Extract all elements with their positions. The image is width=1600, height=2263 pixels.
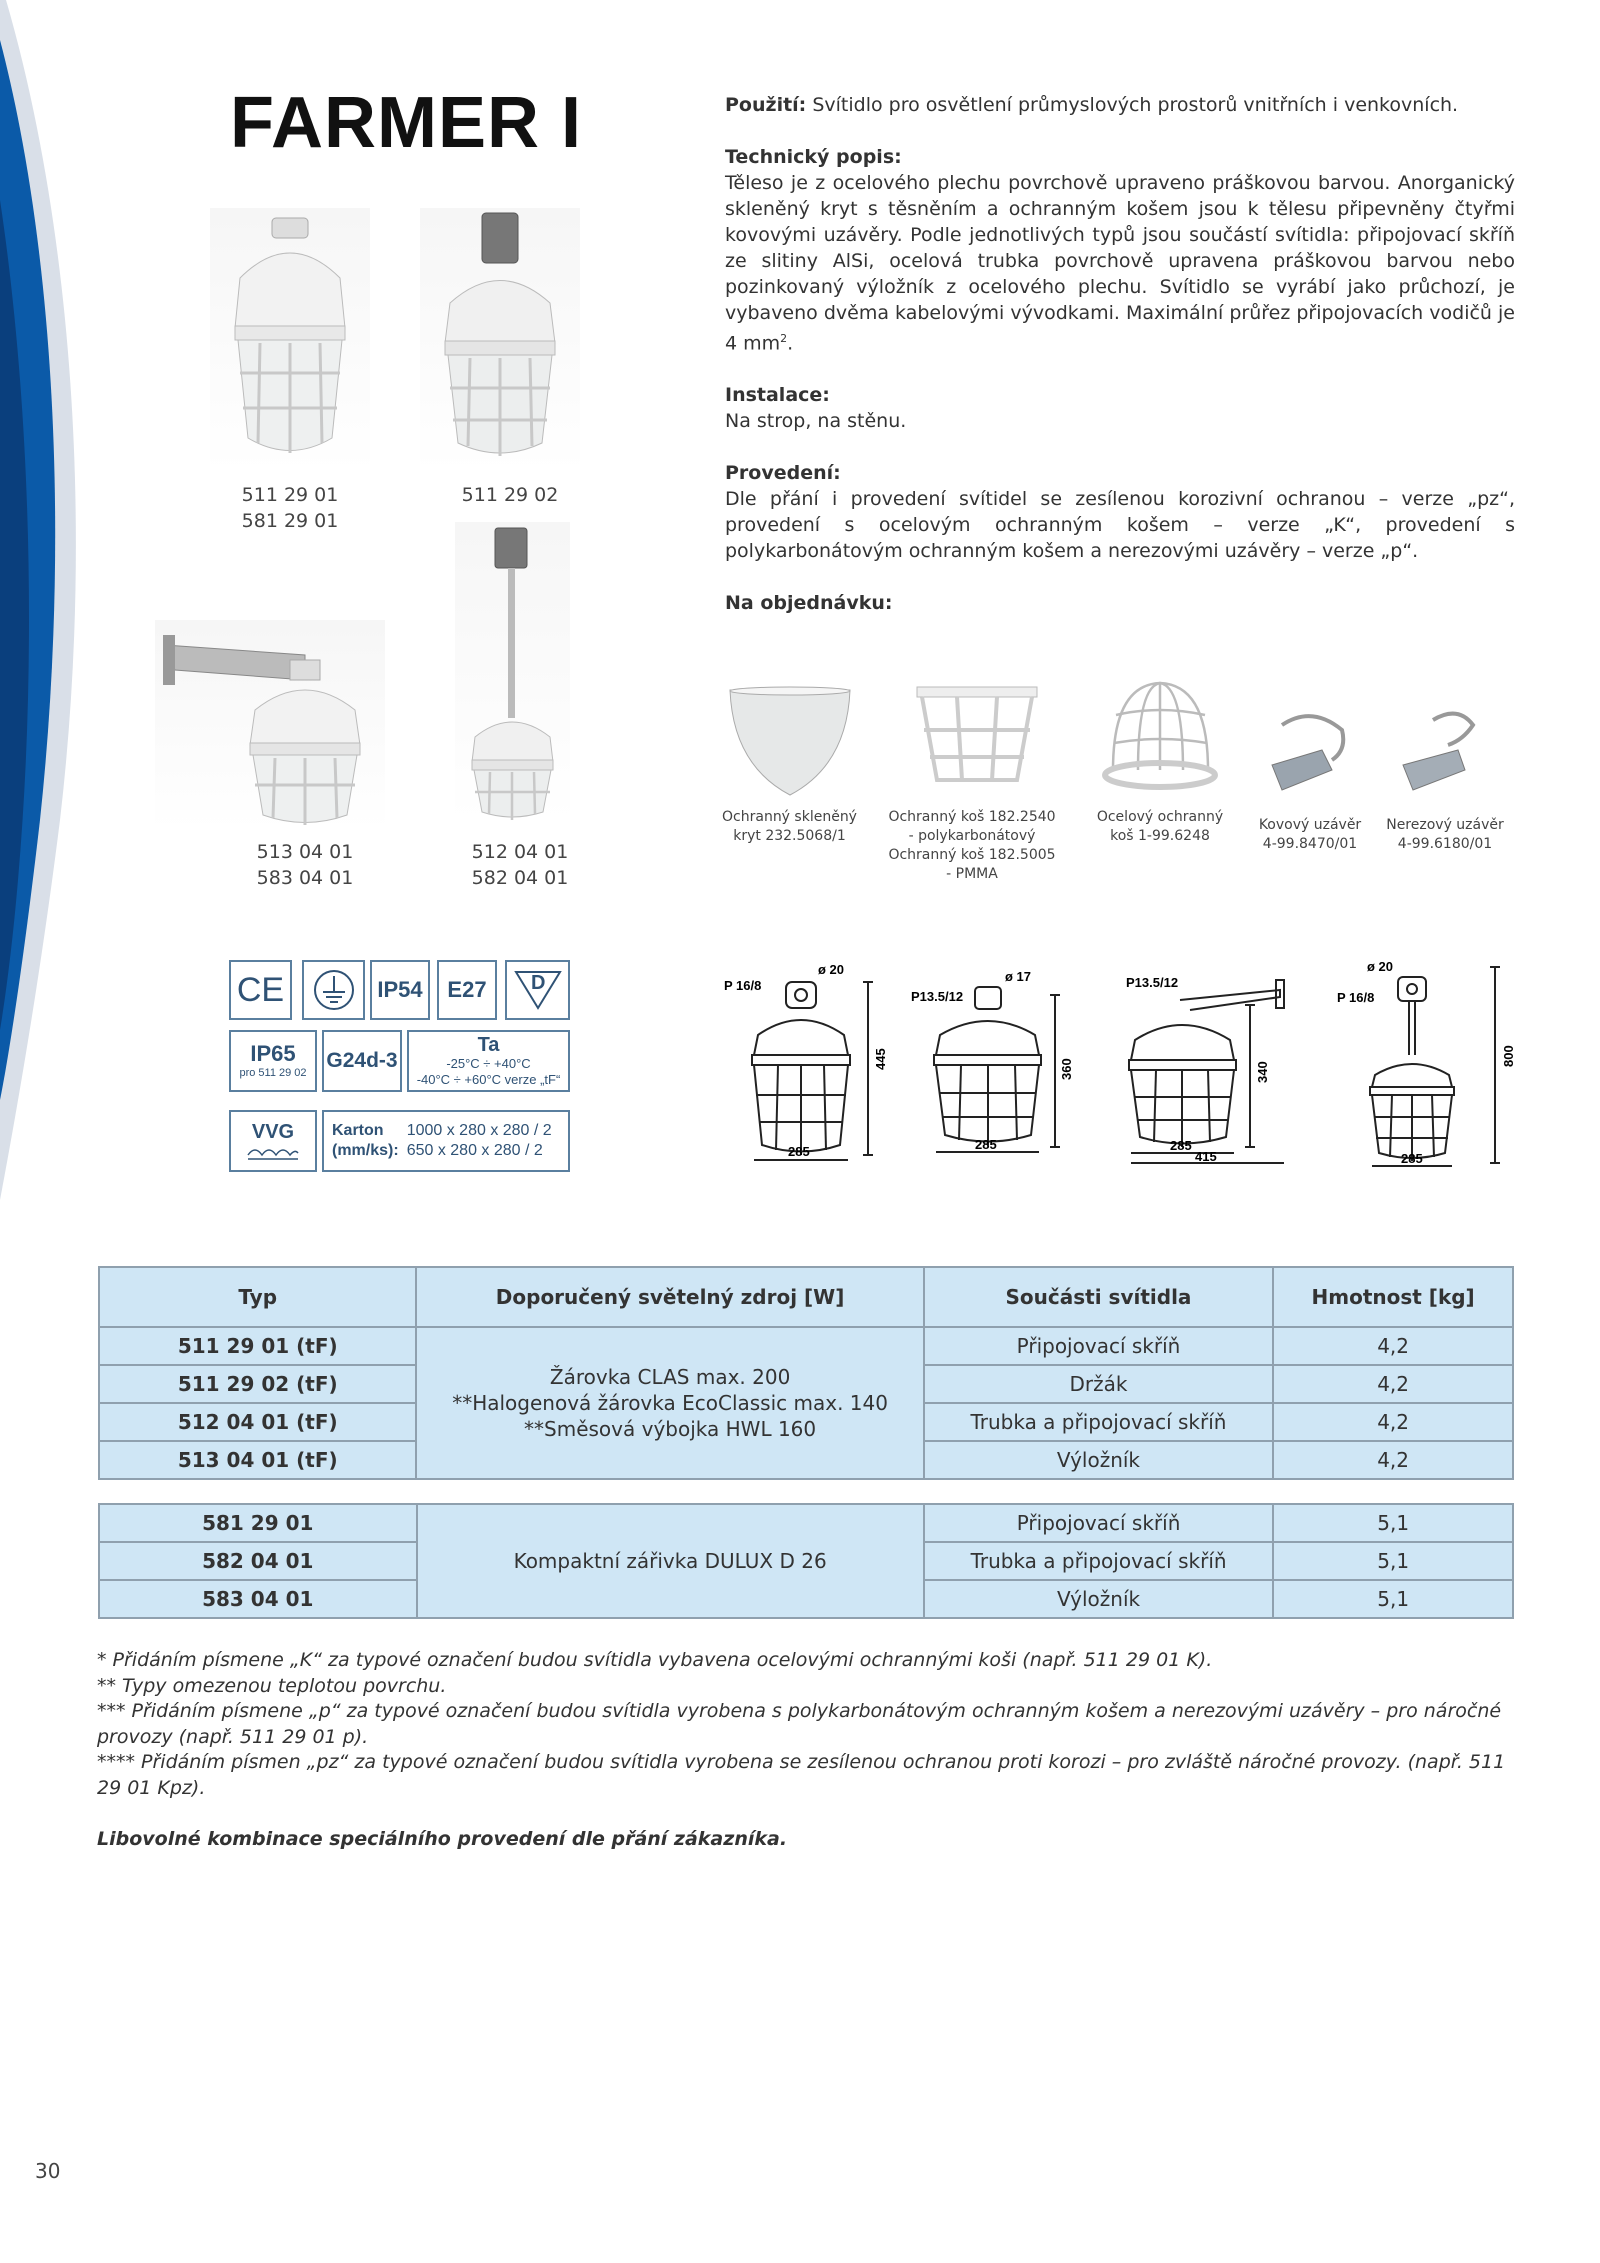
product-photo-511-29-02: [420, 208, 580, 473]
mass-cell: 5,1: [1273, 1504, 1513, 1542]
column-header-components: Součásti svítidla: [924, 1267, 1274, 1327]
install-text: Na strop, na stěnu.: [725, 410, 907, 433]
product-code: 512 04 01: [471, 841, 569, 863]
type-cell: 583 04 01: [99, 1580, 417, 1618]
product-photo-513-04-01: [155, 620, 385, 830]
drawing-width-label: 285: [788, 1144, 810, 1159]
karton-dimensions: 650 x 280 x 280 / 2: [406, 1142, 543, 1159]
vvg-label: VVG: [251, 1121, 295, 1143]
product-code: 511 29 02: [461, 484, 559, 506]
install-heading: Instalace:: [725, 384, 830, 407]
mass-cell: 4,2: [1273, 1441, 1513, 1479]
karton-unit: (mm/ks):: [332, 1142, 399, 1159]
type-cell: 582 04 01: [99, 1542, 417, 1580]
g24d-3-badge: G24d-3: [322, 1030, 402, 1092]
spec-table-1: [98, 1266, 1514, 1480]
type-cell: 511 29 02 (tF): [99, 1365, 416, 1403]
drawing-height-label: 360: [1059, 1058, 1074, 1080]
d-mark-letter: D: [531, 972, 546, 994]
footnote: * Přidáním písmene „K“ za typové označení budou svítidla vybavena ocelovými ochrannými koši (např. 511 29 01 K).: [97, 1649, 1213, 1671]
drawing-width-label: 285: [1170, 1138, 1192, 1153]
karton-dimensions: 1000 x 280 x 280 / 2: [406, 1122, 552, 1139]
accessory-label-line: 4-99.6180/01: [1397, 836, 1493, 852]
ip65-sublabel: pro 511 29 02: [239, 1067, 307, 1079]
drawing-thread-label: P 16/8: [724, 978, 762, 993]
ambient-temp-badge: [407, 1030, 570, 1092]
accessory-label-line: Ochranný koš 182.5005: [888, 847, 1056, 863]
drawing-diameter-label: ø 20: [818, 962, 845, 977]
component-cell: Připojovací skříň: [924, 1504, 1274, 1542]
column-header-mass: Hmotnost [kg]: [1273, 1267, 1513, 1327]
type-cell: 513 04 01 (tF): [99, 1441, 416, 1479]
e27-badge: E27: [437, 960, 497, 1020]
d-mark-icon: [505, 960, 570, 1020]
drawing-thread-label: P 16/8: [1337, 990, 1375, 1005]
accessory-label: [1085, 808, 1235, 846]
column-header-light-source: Doporučený světelný zdroj [W]: [416, 1267, 923, 1327]
drawing-width-label: 415: [1195, 1149, 1217, 1164]
protective-earth-icon: [302, 960, 365, 1020]
left-decorative-swoosh: [0, 0, 120, 1400]
order-heading: Na objednávku:: [725, 592, 893, 615]
component-cell: Držák: [924, 1365, 1274, 1403]
ip65-label: IP65: [250, 1041, 296, 1066]
karton-badge: [322, 1110, 570, 1172]
drawing-thread-label: P13.5/12: [1126, 975, 1179, 990]
table-row: [99, 1327, 1513, 1365]
accessory-stainless-latch-image: [1393, 710, 1488, 800]
type-cell: 512 04 01 (tF): [99, 1403, 416, 1441]
accessory-label-line: - PMMA: [946, 866, 998, 882]
variant-text: Dle přání i provedení svítidel se zesílenou korozivní ochranou – verze „pz“, provedení s ocelovým ochranným košem – verze „K“, provedení s polykarbonátovým ochranným košem a nerezovými uzávěry – verze „p“.: [725, 488, 1515, 563]
page-number: 30: [35, 2159, 61, 2183]
product-code-group: [215, 839, 395, 891]
ta-range-line: -25°C ÷ +40°C: [446, 1056, 531, 1071]
accessory-label-line: Ochranný skleněný: [722, 809, 857, 825]
description-block: [725, 92, 1515, 616]
type-cell: 581 29 01: [99, 1504, 417, 1542]
product-code-group: [430, 839, 610, 891]
tech-paragraph: [725, 170, 1515, 356]
variant-heading: Provedení:: [725, 462, 841, 485]
page-title: FARMER I: [230, 83, 583, 163]
accessory-label-line: Nerezový uzávěr: [1386, 817, 1504, 833]
spec-table-2: [98, 1503, 1514, 1619]
product-code: 581 29 01: [241, 510, 339, 532]
ip65-badge: [229, 1030, 317, 1092]
tech-superscript: 2: [780, 332, 788, 345]
use-text: Svítidlo pro osvětlení průmyslových prostorů vnitřních i venkovních.: [806, 94, 1459, 116]
accessory-glass-cover-image: [725, 685, 855, 805]
tech-heading: Technický popis:: [725, 146, 902, 168]
mass-cell: 4,2: [1273, 1403, 1513, 1441]
accessory-label-line: Ocelový ochranný: [1096, 809, 1224, 825]
drawing-height-label: 800: [1501, 1045, 1516, 1067]
component-cell: Výložník: [924, 1580, 1274, 1618]
drawing-diameter-label: ø 20: [1367, 959, 1394, 974]
product-code: 582 04 01: [471, 867, 569, 889]
technical-drawing-4: [1335, 955, 1525, 1170]
product-code: 513 04 01: [256, 841, 354, 863]
accessory-label: [882, 808, 1062, 884]
technical-drawing-2: [905, 965, 1080, 1165]
product-photo-512-04-01: [455, 522, 570, 822]
footnotes: [97, 1648, 1515, 1853]
mass-cell: 4,2: [1273, 1327, 1513, 1365]
accessory-label-line: 4-99.8470/01: [1262, 836, 1358, 852]
accessory-polycarbonate-cage-image: [912, 685, 1042, 795]
component-cell: Výložník: [924, 1441, 1274, 1479]
drawing-height-label: 445: [873, 1048, 888, 1070]
light-source-line: **Halogenová žárovka EcoClassic max. 140: [452, 1391, 888, 1415]
footnote: ** Typy omezenou teplotou povrchu.: [97, 1674, 447, 1697]
product-code-group: [420, 482, 600, 508]
light-source-line: **Směsová výbojka HWL 160: [524, 1417, 817, 1441]
light-source-line: Žárovka CLAS max. 200: [549, 1365, 791, 1389]
custom-combination-note: Libovolné kombinace speciálního provedení dle přání zákazníka.: [97, 1828, 788, 1850]
accessory-label: [712, 808, 867, 846]
table-row: [99, 1504, 1513, 1542]
light-source-cell: Kompaktní zářivka DULUX D 26: [417, 1504, 924, 1618]
ip54-badge: IP54: [370, 960, 430, 1020]
mass-cell: 4,2: [1273, 1365, 1513, 1403]
ce-mark-icon: CE: [229, 960, 292, 1020]
accessory-label: [1240, 816, 1380, 854]
tech-end: .: [787, 332, 794, 355]
component-cell: Připojovací skříň: [924, 1327, 1274, 1365]
accessory-label: [1375, 816, 1515, 854]
accessory-label-line: Ochranný koš 182.2540: [888, 809, 1056, 825]
product-code: 511 29 01: [241, 484, 339, 506]
accessory-label-line: kryt 232.5068/1: [733, 828, 846, 844]
type-cell: 511 29 01 (tF): [99, 1327, 416, 1365]
drawing-width-label: 285: [975, 1137, 997, 1152]
table-header-row: [99, 1267, 1513, 1327]
drawing-diameter-label: ø 17: [1005, 969, 1032, 984]
column-header-type: Typ: [99, 1267, 416, 1327]
component-cell: Trubka a připojovací skříň: [924, 1542, 1274, 1580]
technical-drawing-3: [1120, 965, 1305, 1170]
ta-label: Ta: [477, 1034, 500, 1056]
drawing-width-label: 285: [1401, 1151, 1423, 1166]
accessory-label-line: Kovový uzávěr: [1258, 817, 1362, 833]
flammable-surface-icon: [246, 1143, 300, 1161]
component-cell: Trubka a připojovací skříň: [924, 1403, 1274, 1441]
tech-text: Těleso je z ocelového plechu povrchově upraveno práškovou barvou. Anorganický skleněný kryt s těsněním a ochranným košem jsou k tělesu připevněny čtyřmi kovovými uzávěry. Podle jednotlivých typů jsou součástí svítidla: připojovací skříň ze slitiny AlSi, ocelová trubka povrchově upravena práškovou barvou nebo pozinkovaný výložník z ocelového plechu. Svítidlo se vyrábí jako průchozí, je vybaveno dvěma kabelovými vývodkami. Maximální průřez připojovacích vodičů je 4 mm: [725, 172, 1515, 355]
footnote: *** Přidáním písmene „p“ za typové označení budou svítidla vyrobena s polykarbonátovým ochranným košem a nerezovými uzávěry – pro náročné provozy (např. 511 29 01 p).: [97, 1700, 1502, 1748]
accessory-metal-latch-image: [1262, 710, 1357, 800]
accessory-steel-cage-image: [1098, 675, 1223, 795]
mass-cell: 5,1: [1273, 1580, 1513, 1618]
use-paragraph: [725, 92, 1515, 118]
product-photo-511-29-01: [210, 208, 370, 473]
product-code: 583 04 01: [256, 867, 354, 889]
drawing-thread-label: P13.5/12: [911, 989, 964, 1004]
karton-label: Karton: [332, 1122, 384, 1139]
karton-label-col: [332, 1121, 399, 1161]
light-source-cell: [416, 1327, 923, 1479]
drawing-height-label: 340: [1255, 1061, 1270, 1083]
vvg-badge: [229, 1110, 317, 1172]
product-code-group: [200, 482, 380, 534]
karton-values-col: [407, 1121, 552, 1161]
accessory-label-line: koš 1-99.6248: [1110, 828, 1210, 844]
mass-cell: 5,1: [1273, 1542, 1513, 1580]
ta-range-line: -40°C ÷ +60°C verze „tF“: [416, 1072, 561, 1087]
accessory-label-line: - polykarbonátový: [908, 828, 1036, 844]
footnote: **** Přidáním písmen „pz“ za typové označení budou svítidla vyrobena se zesílenou ochranou proti korozi – pro zvláště náročné provozy. (např. 511 29 01 Kpz).: [97, 1751, 1506, 1799]
use-label: Použití:: [725, 94, 807, 116]
technical-drawing-1: [718, 960, 893, 1170]
